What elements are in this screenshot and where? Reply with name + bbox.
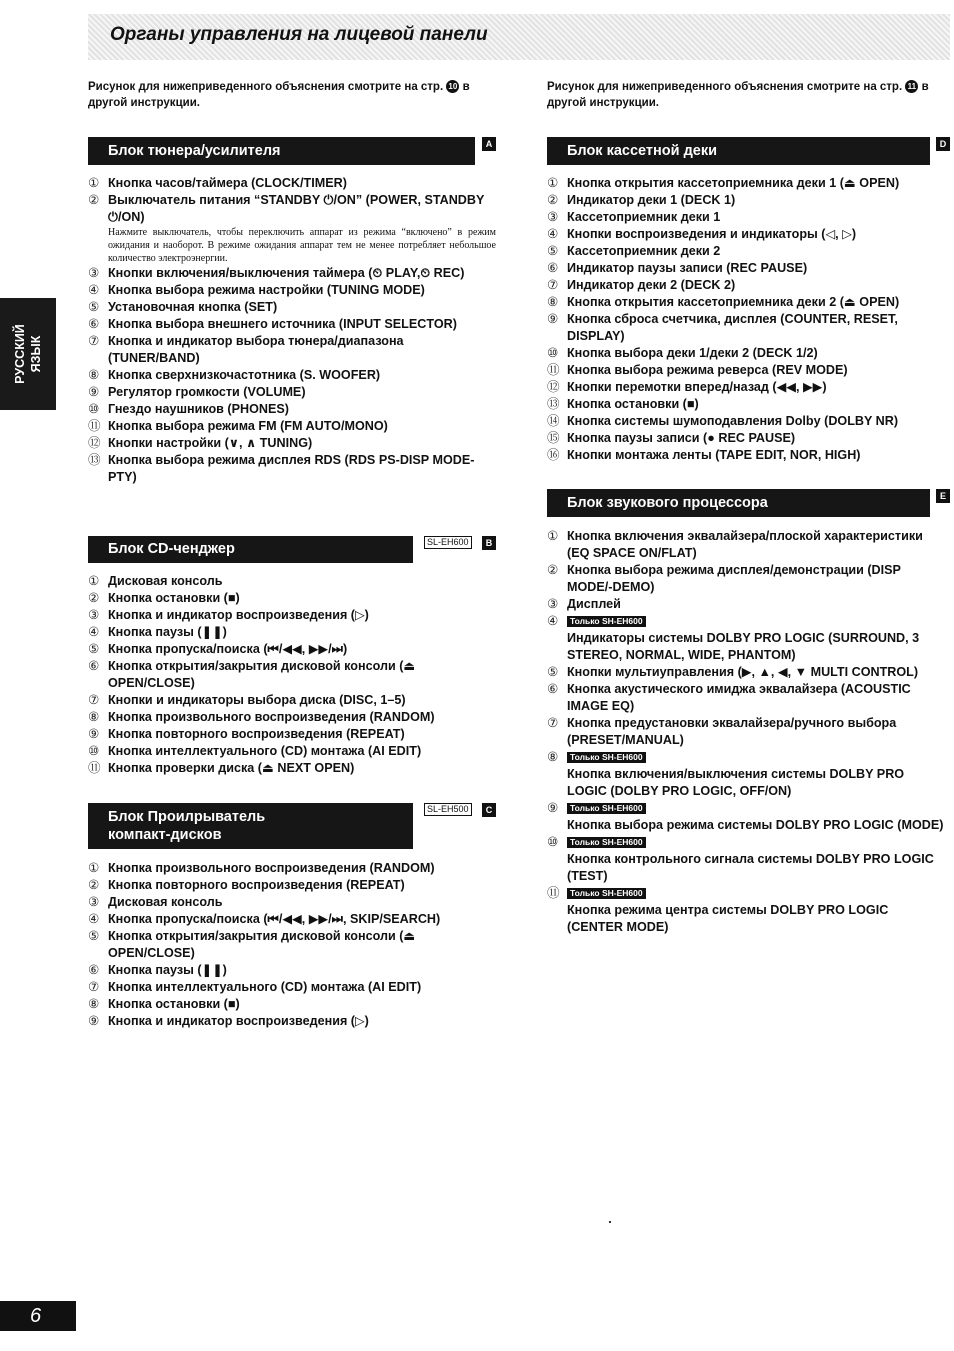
- cd-player-item: [88, 894, 496, 911]
- item-text: Кнопка системы шумоподавления Dolby (DOLBY NR): [567, 414, 899, 428]
- item-number: ⑪: [88, 761, 101, 775]
- model-only-tag: Только SH-EH600: [567, 837, 646, 848]
- intro-left-page: 10: [446, 80, 459, 93]
- cd-changer-section-letter: B: [482, 536, 496, 550]
- item-number: ①: [88, 176, 100, 190]
- cd-changer-items-list: [88, 573, 496, 777]
- item-text: Кнопки монтажа ленты (TAPE EDIT, NOR, HIGH): [567, 448, 861, 462]
- item-text: Кнопка режима центра системы DOLBY PRO LOGIC (CENTER MODE): [567, 903, 889, 934]
- item-text: Кнопки мультиуправления (▶, ▲, ◀, ▼ MULTI CONTROL): [567, 665, 919, 679]
- intro-right-page: 11: [905, 80, 918, 93]
- item-number: ⑨: [88, 1014, 100, 1028]
- item-text: Дисковая консоль: [108, 895, 223, 909]
- item-number: ⑬: [547, 397, 560, 411]
- item-text: Кнопка пропуска/поиска (⏮/◀◀, ▶▶/⏭, SKIP/SEARCH): [108, 912, 441, 926]
- item-text: Кнопка произвольного воспроизведения (RANDOM): [108, 861, 435, 875]
- intro-left-tail: в другой инструкции.: [88, 81, 470, 109]
- item-number: ②: [547, 563, 559, 577]
- sound-item: [547, 613, 947, 664]
- item-number: ⑤: [88, 300, 100, 314]
- tuner-item: [88, 316, 496, 333]
- item-number: ⑩: [88, 744, 100, 758]
- item-number: ⑨: [547, 312, 559, 326]
- cassette-item: [547, 277, 947, 294]
- item-number: ⑥: [547, 682, 559, 696]
- item-number: ④: [88, 912, 100, 926]
- sound-item: [547, 885, 947, 936]
- cd-player-item: [88, 962, 496, 979]
- item-text: Индикатор деки 1 (DECK 1): [567, 193, 736, 207]
- item-number: ⑥: [547, 261, 559, 275]
- item-text: Кнопка включения эквалайзера/плоской характеристики (EQ SPACE ON/FLAT): [567, 529, 923, 560]
- item-text: Кнопка повторного воспроизведения (REPEAT): [108, 727, 405, 741]
- item-text: Гнездо наушников (PHONES): [108, 402, 289, 416]
- item-number: ①: [88, 861, 100, 875]
- page-title-bar: [88, 14, 950, 60]
- item-number: ⑯: [547, 448, 560, 462]
- sound-section-letter: E: [936, 489, 950, 503]
- item-text: Индикаторы системы DOLBY PRO LOGIC (SURROUND, 3 STEREO, NORMAL, WIDE, PHANTOM): [567, 631, 920, 662]
- item-number: ⑪: [88, 419, 101, 433]
- sound-item: [547, 596, 947, 613]
- item-text: Кнопка выбора режима дисплея RDS (RDS PS-DISP MODE-PTY): [108, 453, 475, 484]
- item-number: ⑩: [547, 835, 559, 849]
- sound-item: [547, 681, 947, 715]
- item-number: ③: [88, 895, 100, 909]
- sound-item: [547, 715, 947, 749]
- item-text: Кассетоприемник деки 1: [567, 210, 721, 224]
- cd-changer-item: [88, 641, 496, 658]
- item-number: ⑤: [547, 244, 559, 258]
- item-number: ⑦: [88, 980, 100, 994]
- cassette-item: [547, 209, 947, 226]
- item-number: ⑧: [547, 750, 559, 764]
- cd-changer-item: [88, 573, 496, 590]
- item-number: ④: [88, 625, 100, 639]
- item-text: Кнопка сверхнизкочастотника (S. WOOFER): [108, 368, 381, 382]
- cd-player-items-list: [88, 860, 496, 1030]
- item-text: Кнопка выбора режима системы DOLBY PRO LOGIC (MODE): [567, 818, 944, 832]
- item-number: ②: [88, 591, 100, 605]
- item-number: ③: [88, 608, 100, 622]
- side-tab-line2: ЯЗЫК: [29, 335, 43, 373]
- cd-changer-item: [88, 760, 496, 777]
- item-number: ⑦: [547, 716, 559, 730]
- item-text: Кнопка и индикатор воспроизведения (▷): [108, 1014, 369, 1028]
- cassette-items-list: [547, 175, 947, 464]
- item-number: ⑬: [88, 453, 101, 467]
- item-number: ⑦: [88, 334, 100, 348]
- cd-player-item: [88, 979, 496, 996]
- tuner-item: [88, 384, 496, 401]
- item-text: Кнопка интеллектуального (CD) монтажа (AI EDIT): [108, 744, 422, 758]
- item-number: ②: [88, 878, 100, 892]
- item-text: Кнопка открытия/закрытия дисковой консоли (⏏ OPEN/CLOSE): [108, 929, 416, 960]
- item-number: ⑥: [88, 659, 100, 673]
- item-text: Кнопка открытия кассетоприемника деки 2 (⏏ OPEN): [567, 295, 900, 309]
- tuner-item: [88, 265, 496, 282]
- tuner-item: [88, 333, 496, 367]
- item-number: ①: [547, 176, 559, 190]
- cd-player-item: [88, 877, 496, 894]
- tuner-item: [88, 418, 496, 435]
- item-number: ⑨: [88, 727, 100, 741]
- item-text: Кассетоприемник деки 2: [567, 244, 721, 258]
- item-text: Установочная кнопка (SET): [108, 300, 278, 314]
- side-tab-line1: РУССКИЙ: [13, 324, 27, 384]
- item-text: Кнопка и индикатор выбора тюнера/диапазона (TUNER/BAND): [108, 334, 404, 365]
- cd-changer-section-title: Блок CD-ченджер: [108, 541, 235, 557]
- stray-dot: [609, 1221, 611, 1223]
- item-number: ⑥: [88, 317, 100, 331]
- intro-left-text: Рисунок для нижеприведенного объяснения смотрите на стр.: [88, 81, 444, 93]
- item-text: Кнопка выбора режима дисплея/демонстрации (DISP MODE/-DEMO): [567, 563, 901, 594]
- item-number: ⑥: [88, 963, 100, 977]
- tuner-section-header: [88, 137, 475, 165]
- model-only-tag: Только SH-EH600: [567, 616, 646, 627]
- item-text: Кнопка остановки (■): [567, 397, 699, 411]
- cd-changer-item: [88, 607, 496, 624]
- item-number: ⑦: [547, 278, 559, 292]
- item-note: Нажмите выключатель, чтобы переключить аппарат из режима “включено” в режим ожидания и наоборот. В режиме ожидания аппарат тем не менее потребляет небольшое количество электроэнергии.: [108, 227, 496, 264]
- cd-changer-item: [88, 743, 496, 760]
- cassette-item: [547, 362, 947, 379]
- sound-item: [547, 834, 947, 885]
- tuner-section-title: Блок тюнера/усилителя: [108, 143, 281, 159]
- item-number: ⑭: [547, 414, 560, 428]
- item-number: ⑫: [88, 436, 101, 450]
- item-text: Кнопка выбора внешнего источника (INPUT SELECTOR): [108, 317, 457, 331]
- item-number: ⑧: [88, 710, 100, 724]
- cd-changer-item: [88, 726, 496, 743]
- item-text: Индикатор паузы записи (REC PAUSE): [567, 261, 808, 275]
- sound-item: [547, 800, 947, 834]
- item-text: Кнопка акустического имиджа эквалайзера (ACOUSTIC IMAGE EQ): [567, 682, 911, 713]
- tuner-item: [88, 175, 496, 192]
- sound-item: [547, 749, 947, 800]
- item-text: Кнопка и индикатор воспроизведения (▷): [108, 608, 369, 622]
- cd-changer-model-label: SL-EH600: [424, 536, 472, 549]
- item-number: ⑤: [547, 665, 559, 679]
- model-only-tag: Только SH-EH600: [567, 752, 646, 763]
- item-text: Кнопка часов/таймера (CLOCK/TIMER): [108, 176, 347, 190]
- cd-changer-item: [88, 590, 496, 607]
- item-text: Дисковая консоль: [108, 574, 223, 588]
- cd-player-section-title-line1: Блок Проилрыватель: [108, 809, 266, 825]
- cassette-section-title: Блок кассетной деки: [567, 143, 718, 159]
- item-text: Кнопка предустановки эквалайзера/ручного выбора (PRESET/MANUAL): [567, 716, 897, 747]
- item-number: ③: [547, 597, 559, 611]
- cassette-item: [547, 379, 947, 396]
- item-number: ⑧: [88, 997, 100, 1011]
- item-text: Кнопка произвольного воспроизведения (RANDOM): [108, 710, 435, 724]
- item-text: Кнопка интеллектуального (CD) монтажа (AI EDIT): [108, 980, 422, 994]
- item-number: ②: [88, 193, 100, 207]
- item-number: ⑧: [88, 368, 100, 382]
- model-only-tag: Только SH-EH600: [567, 803, 646, 814]
- item-number: ⑪: [547, 363, 560, 377]
- cassette-item: [547, 311, 947, 345]
- sound-items-list: [547, 528, 947, 936]
- cassette-item: [547, 175, 947, 192]
- sound-section-title: Блок звукового процессора: [567, 495, 768, 511]
- sound-section-header: [547, 489, 930, 517]
- cd-changer-item: [88, 624, 496, 641]
- tuner-items-list: [88, 175, 496, 486]
- item-text: Индикатор деки 2 (DECK 2): [567, 278, 736, 292]
- tuner-item: [88, 192, 496, 265]
- item-number: ⑩: [547, 346, 559, 360]
- item-number: ⑤: [88, 642, 100, 656]
- item-text: Кнопка паузы (❚❚): [108, 963, 227, 977]
- item-text: Дисплей: [567, 597, 621, 611]
- item-text: Кнопка открытия/закрытия дисковой консоли (⏏ OPEN/CLOSE): [108, 659, 416, 690]
- item-text: Кнопка выбора режима настройки (TUNING MODE): [108, 283, 425, 297]
- item-text: Кнопка включения/выключения системы DOLBY PRO LOGIC (DOLBY PRO LOGIC, OFF/ON): [567, 767, 905, 798]
- cd-changer-item: [88, 658, 496, 692]
- cassette-item: [547, 192, 947, 209]
- cassette-section-header: [547, 137, 930, 165]
- cd-player-model-label: SL-EH500: [424, 803, 472, 816]
- cd-changer-item: [88, 692, 496, 709]
- item-text: Кнопки настройки (∨, ∧ TUNING): [108, 436, 313, 450]
- item-number: ②: [547, 193, 559, 207]
- page-title: Органы управления на лицевой панели: [110, 24, 488, 45]
- cd-changer-section-header: [88, 536, 413, 563]
- cd-player-item: [88, 860, 496, 877]
- item-text: Кнопка паузы (❚❚): [108, 625, 227, 639]
- cd-player-item: [88, 1013, 496, 1030]
- item-number: ⑦: [88, 693, 100, 707]
- tuner-item: [88, 452, 496, 486]
- cassette-item: [547, 294, 947, 311]
- intro-right: [547, 79, 954, 111]
- item-text: Кнопка выбора деки 1/деки 2 (DECK 1/2): [567, 346, 818, 360]
- item-text: Выключатель питания “STANDBY ⏻/ON” (POWER, STANDBY ⏻/ON): [108, 193, 485, 224]
- cd-player-section-header: [88, 803, 413, 849]
- item-text: Кнопка выбора режима реверса (REV MODE): [567, 363, 848, 377]
- item-text: Регулятор громкости (VOLUME): [108, 385, 306, 399]
- item-text: Кнопки включения/выключения таймера (⏲ PLAY,⏲ REC): [108, 266, 465, 280]
- item-number: ⑤: [88, 929, 100, 943]
- model-only-tag: Только SH-EH600: [567, 888, 646, 899]
- item-text: Кнопки перемотки вперед/назад (◀◀, ▶▶): [567, 380, 827, 394]
- item-number: ⑪: [547, 886, 560, 900]
- cassette-item: [547, 430, 947, 447]
- item-text: Кнопка сброса счетчика, дисплея (COUNTER, RESET, DISPLAY): [567, 312, 898, 343]
- cassette-item: [547, 226, 947, 243]
- cassette-item: [547, 396, 947, 413]
- cd-player-item: [88, 996, 496, 1013]
- item-text: Кнопка проверки диска (⏏ NEXT OPEN): [108, 761, 355, 775]
- item-text: Кнопки воспроизведения и индикаторы (◁, ▷): [567, 227, 857, 241]
- item-text: Кнопка остановки (■): [108, 591, 240, 605]
- intro-left: [88, 79, 498, 111]
- item-text: Кнопка контрольного сигнала системы DOLBY PRO LOGIC (TEST): [567, 852, 934, 883]
- cassette-item: [547, 413, 947, 430]
- language-side-tab: [0, 298, 56, 410]
- intro-right-tail: в другой инструкции.: [547, 81, 929, 109]
- cassette-item: [547, 260, 947, 277]
- item-text: Кнопки и индикаторы выбора диска (DISC, 1–5): [108, 693, 406, 707]
- tuner-item: [88, 435, 496, 452]
- item-text: Кнопка повторного воспроизведения (REPEAT): [108, 878, 405, 892]
- item-text: Кнопка паузы записи (● REC PAUSE): [567, 431, 796, 445]
- item-number: ⑫: [547, 380, 560, 394]
- cassette-section-letter: D: [936, 137, 950, 151]
- cd-player-item: [88, 928, 496, 962]
- item-number: ④: [547, 227, 559, 241]
- cassette-item: [547, 345, 947, 362]
- item-number: ⑩: [88, 402, 100, 416]
- item-text: Кнопка выбора режима FM (FM AUTO/MONO): [108, 419, 388, 433]
- item-number: ⑮: [547, 431, 560, 445]
- item-number: ③: [88, 266, 100, 280]
- tuner-item: [88, 401, 496, 418]
- cd-player-item: [88, 911, 496, 928]
- tuner-section-letter: A: [482, 137, 496, 151]
- cd-player-section-letter: C: [482, 803, 496, 817]
- item-text: Кнопка открытия кассетоприемника деки 1 (⏏ OPEN): [567, 176, 900, 190]
- item-number: ③: [547, 210, 559, 224]
- item-number: ④: [547, 614, 559, 628]
- item-number: ⑨: [88, 385, 100, 399]
- item-number: ④: [88, 283, 100, 297]
- cd-changer-item: [88, 709, 496, 726]
- item-number: ①: [88, 574, 100, 588]
- cd-player-section-title-line2: компакт-дисков: [108, 827, 222, 843]
- item-number: ①: [547, 529, 559, 543]
- item-text: Кнопка остановки (■): [108, 997, 240, 1011]
- tuner-item: [88, 282, 496, 299]
- tuner-item: [88, 367, 496, 384]
- cassette-item: [547, 243, 947, 260]
- item-text: Кнопка пропуска/поиска (⏮/◀◀, ▶▶/⏭): [108, 642, 348, 656]
- item-number: ⑨: [547, 801, 559, 815]
- sound-item: [547, 664, 947, 681]
- item-number: ⑧: [547, 295, 559, 309]
- page-number: 6: [0, 1301, 76, 1331]
- tuner-item: [88, 299, 496, 316]
- cassette-item: [547, 447, 947, 464]
- sound-item: [547, 562, 947, 596]
- sound-item: [547, 528, 947, 562]
- intro-right-text: Рисунок для нижеприведенного объяснения смотрите на стр.: [547, 81, 903, 93]
